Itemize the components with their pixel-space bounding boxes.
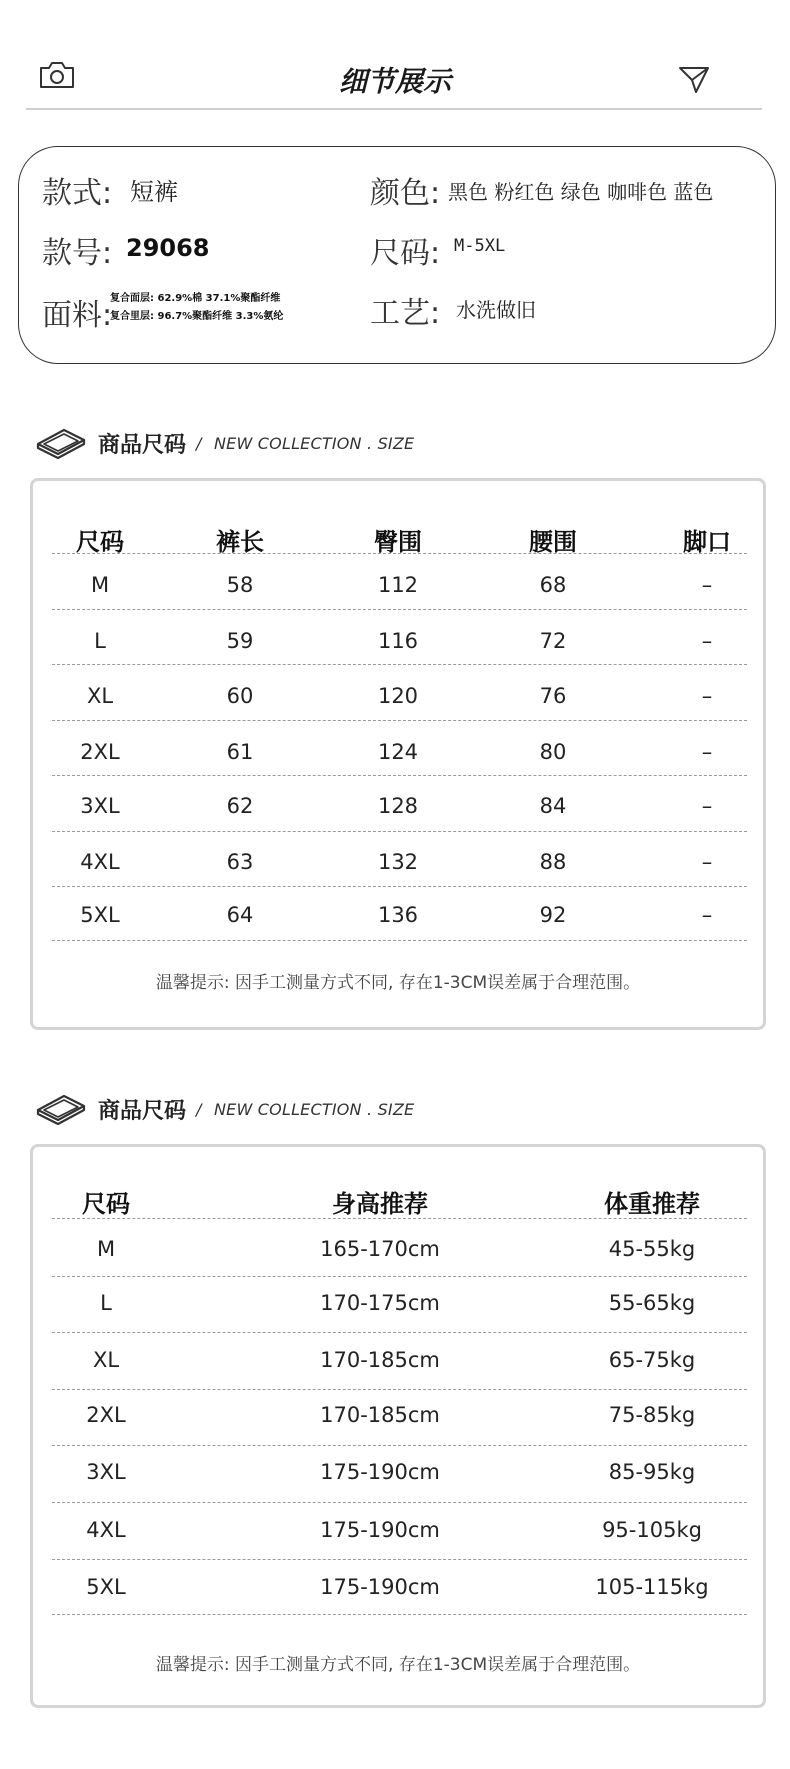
table-header-cell: 臀围 (374, 528, 422, 556)
table-cell: XL (86, 684, 114, 708)
table-cell: 175-190cm (320, 1575, 440, 1599)
book-icon (36, 424, 86, 464)
table-cell: 132 (377, 850, 419, 874)
section-1-tip: 温馨提示: 因手工测量方式不同, 存在1-3CM误差属于合理范围。 (155, 973, 641, 993)
size-value: M-5XL (454, 236, 506, 256)
table-cell: 60 (226, 684, 254, 708)
color-value: 黑色 粉红色 绿色 咖啡色 蓝色 (448, 180, 714, 204)
table-cell: 175-190cm (320, 1518, 440, 1542)
table-cell: 112 (377, 573, 419, 597)
table-row-divider (52, 1559, 747, 1560)
table-cell: – (701, 573, 713, 597)
table-cell: M (96, 1237, 116, 1261)
table-header-cell: 体重推荐 (604, 1190, 700, 1218)
section-1-subtitle: NEW COLLECTION . SIZE (214, 434, 415, 453)
table-cell: 165-170cm (320, 1237, 440, 1261)
table-cell: – (701, 850, 713, 874)
table-cell: 2XL (80, 740, 120, 764)
table-cell: 65-75kg (608, 1348, 696, 1372)
table-cell: 175-190cm (320, 1460, 440, 1484)
table-row-divider (52, 1276, 747, 1277)
table-row-divider (52, 664, 747, 665)
size-label: 尺码: (370, 236, 441, 271)
table-cell: 5XL (80, 903, 120, 927)
table-cell: 170-185cm (320, 1348, 440, 1372)
table-row-divider (52, 1614, 747, 1615)
section-2-title: 商品尺码 (98, 1099, 187, 1124)
table-cell: 3XL (80, 794, 120, 818)
table-cell: 55-65kg (608, 1291, 696, 1315)
table-row-divider (52, 1332, 747, 1333)
table-row-divider (52, 775, 747, 776)
table-cell: 80 (539, 740, 567, 764)
table-cell: 105-115kg (595, 1575, 709, 1599)
table-cell: M (90, 573, 110, 597)
table-row-divider (52, 1445, 747, 1446)
table-header-cell: 腰围 (529, 528, 577, 556)
craft-label: 工艺: (370, 296, 441, 331)
section-2-subtitle: NEW COLLECTION . SIZE (214, 1100, 415, 1119)
table-header-cell: 身高推荐 (332, 1190, 428, 1218)
table-cell: 4XL (80, 850, 120, 874)
table-cell: 62 (226, 794, 254, 818)
color-label: 颜色: (370, 176, 441, 211)
table-cell: 85-95kg (608, 1460, 696, 1484)
table-cell: 64 (226, 903, 254, 927)
section-1-title: 商品尺码 (98, 433, 187, 458)
table-cell: – (701, 684, 713, 708)
table-row-divider (52, 1389, 747, 1390)
table-cell: 68 (539, 573, 567, 597)
table-cell: 45-55kg (608, 1237, 696, 1261)
table-cell: L (100, 1291, 112, 1315)
table-row-divider (52, 720, 747, 721)
table-cell: 84 (539, 794, 567, 818)
fabric-line-2: 复合里层: 96.7%聚酯纤维 3.3%氨纶 (110, 311, 284, 322)
section-2-tip: 温馨提示: 因手工测量方式不同, 存在1-3CM误差属于合理范围。 (155, 1655, 641, 1675)
table-cell: 63 (226, 850, 254, 874)
table-cell: 72 (539, 629, 567, 653)
table-cell: 92 (539, 903, 567, 927)
table-row-divider (52, 940, 747, 941)
table-cell: 58 (226, 573, 254, 597)
craft-value: 水洗做旧 (456, 298, 536, 322)
table-cell: 170-175cm (320, 1291, 440, 1315)
fabric-line-1: 复合面层: 62.9%棉 37.1%聚酯纤维 (110, 293, 281, 304)
table-header-cell: 尺码 (76, 528, 124, 556)
section-1-slash: / (196, 434, 202, 453)
table-cell: L (94, 629, 106, 653)
table-cell: – (701, 740, 713, 764)
table-cell: – (701, 794, 713, 818)
table-row-divider (52, 831, 747, 832)
table-cell: 124 (377, 740, 419, 764)
table-cell: 128 (377, 794, 419, 818)
table-row-divider (52, 1502, 747, 1503)
table-cell: 2XL (86, 1403, 126, 1427)
number-value: 29068 (126, 234, 210, 262)
header-divider (26, 108, 762, 110)
style-label: 款式: (42, 176, 113, 211)
table-cell: 116 (377, 629, 419, 653)
table-cell: – (701, 903, 713, 927)
table-cell: 61 (226, 740, 254, 764)
table-header-cell: 裤长 (216, 528, 264, 556)
table-cell: 120 (377, 684, 419, 708)
section-2-slash: / (196, 1100, 202, 1119)
fabric-label: 面料: (42, 298, 113, 333)
table-cell: 75-85kg (608, 1403, 696, 1427)
table-cell: 136 (377, 903, 419, 927)
table-cell: 76 (539, 684, 567, 708)
table-cell: 59 (226, 629, 254, 653)
number-label: 款号: (42, 236, 113, 271)
table-cell: 88 (539, 850, 567, 874)
table-header-divider (52, 553, 747, 554)
table-header-divider (52, 1218, 747, 1219)
table-cell: 95-105kg (602, 1518, 702, 1542)
table-cell: XL (92, 1348, 120, 1372)
book-icon (36, 1090, 86, 1130)
style-value: 短裤 (130, 178, 178, 206)
send-icon[interactable] (678, 64, 710, 98)
table-row-divider (52, 609, 747, 610)
table-cell: 3XL (86, 1460, 126, 1484)
table-cell: 4XL (86, 1518, 126, 1542)
table-header-cell: 尺码 (82, 1190, 130, 1218)
table-cell: – (701, 629, 713, 653)
table-row-divider (52, 886, 747, 887)
table-cell: 5XL (86, 1575, 126, 1599)
page-title: 细节展示 (338, 65, 451, 98)
table-cell: 170-185cm (320, 1403, 440, 1427)
table-header-cell: 脚口 (683, 528, 731, 556)
